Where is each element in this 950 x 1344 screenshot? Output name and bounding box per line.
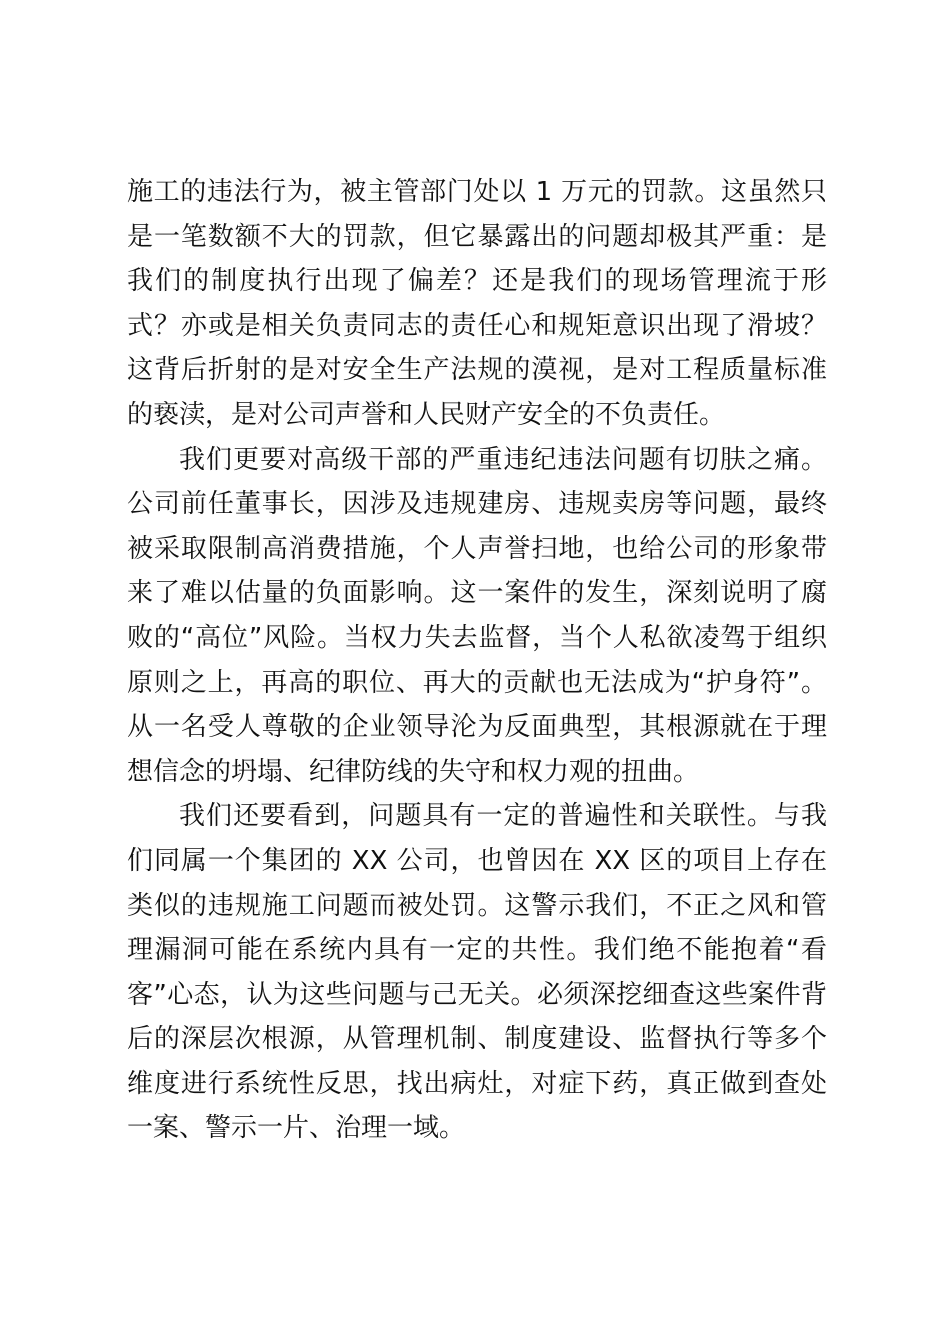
paragraph-2: 我们更要对高级干部的严重违纪违法问题有切肤之痛。公司前任董事长，因涉及违规建房、违规卖房等问题，最终被采取限制高消费措施，个人声誉扫地，也给公司的形象带来了难以估量的负面影响。这一案件的发生，深刻说明了腐败的“高位”风险。当权力失去监督，当个人私欲凌驾于组织原则之上，再高的职位、再大的贡献也无法成为“护身符”。从一名受人尊敬的企业领导沦为反面典型，其根源就在于理想信念的坍塌、纪律防线的失守和权力观的扭曲。 (127, 444, 827, 787)
paragraph-3: 我们还要看到，问题具有一定的普遍性和关联性。与我们同属一个集团的 XX 公司，也曾因在 XX 区的项目上存在类似的违规施工问题而被处罚。这警示我们，不正之风和管理漏洞可能在系统内具有一定的共性。我们绝不能抱着“看客”心态，认为这些问题与己无关。必须深挖细查这些案件背后的深层次根源，从管理机制、制度建设、监督执行等多个维度进行系统性反思，找出病灶，对症下药，真正做到查处一案、警示一片、治理一域。 (127, 801, 827, 1144)
document-body (127, 170, 827, 1151)
paragraph-1: 施工的违法行为，被主管部门处以 1 万元的罚款。这虽然只是一笔数额不大的罚款，但它暴露出的问题却极其严重：是我们的制度执行出现了偏差？还是我们的现场管理流于形式？亦或是相关负责同志的责任心和规矩意识出现了滑坡？这背后折射的是对安全生产法规的漠视，是对工程质量标准的亵渎，是对公司声誉和人民财产安全的不负责任。 (127, 177, 827, 430)
